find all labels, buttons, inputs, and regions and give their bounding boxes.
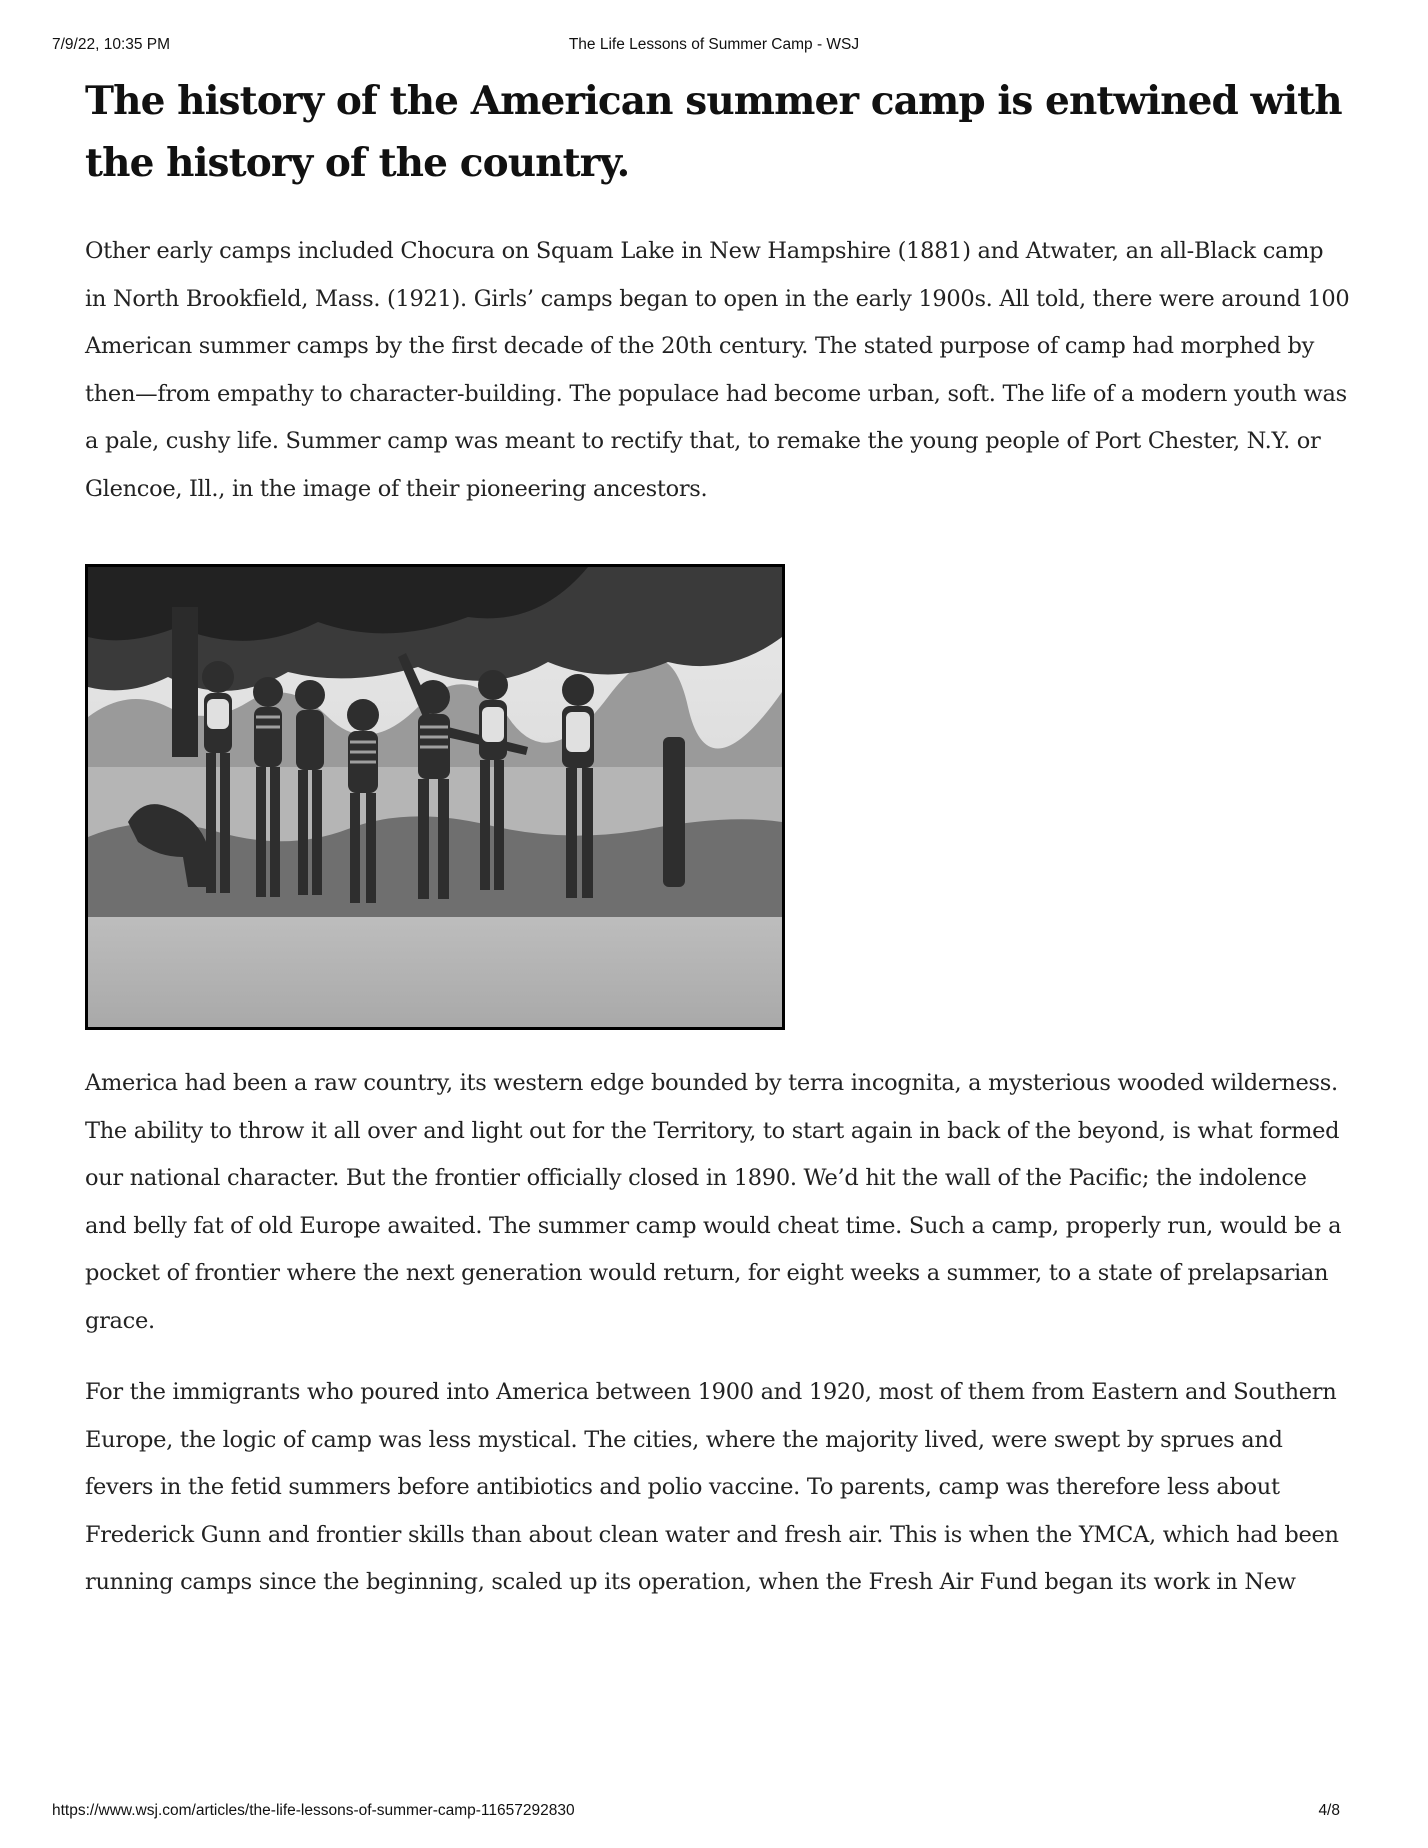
article-paragraph-3: For the immigrants who poured into America between 1900 and 1920, most of them from Eastern and Southern Europe, the logic of camp was less mystical. The cities, where the majority lived, were swept by sprues and fevers in the fetid summers before antibiotics and polio vaccine. To parents, camp was therefore less about Frederick Gunn and frontier skills than about clean water and fresh air. This is when the YMCA, which had been running camps since the beginning, scaled up its operation, when the Fresh Air Fund began its work in New	[85, 1379, 1339, 1595]
print-footer	[52, 1802, 1376, 1822]
print-url[interactable]: https://www.wsj.com/articles/the-life-lessons-of-summer-camp-11657292830	[52, 1802, 575, 1819]
print-header	[52, 36, 1376, 56]
article-paragraph-2: America had been a raw country, its western edge bounded by terra incognita, a mysterious wooded wilderness. The ability to throw it all over and light out for the Territory, to start again in back of the beyond, is what formed our national character. But the frontier officially closed in 1890. We’d hit the wall of the Pacific; the indolence and belly fat of old Europe awaited. The summer camp would cheat time. Such a camp, properly run, would be a pocket of frontier where the next generation would return, for eight weeks a summer, to a state of prelapsarian grace.	[85, 1070, 1342, 1334]
article-photo	[85, 564, 785, 1030]
group-of-boys-posing-photo	[88, 567, 782, 1027]
section-headline: The history of the American summer camp is entwined with the history of the country.	[85, 78, 1342, 186]
print-date: 7/9/22, 10:35 PM	[52, 36, 171, 53]
article-paragraph-1: Other early camps included Chocura on Squam Lake in New Hampshire (1881) and Atwater, an all-Black camp in North Brookfield, Mass. (1921). Girls’ camps began to open in the early 1900s. All told, there were around 100 American summer camps by the first decade of the 20th century. The stated purpose of camp had morphed by then—from empathy to character-building. The populace had become urban, soft. The life of a modern youth was a pale, cushy life. Summer camp was meant to rectify that, to remake the young people of Port Chester, N.Y. or Glencoe, Ill., in the image of their pioneering ancestors.	[85, 238, 1350, 502]
page-number: 4/8	[1318, 1802, 1340, 1819]
article-body	[85, 70, 1350, 1607]
print-page-title: The Life Lessons of Summer Camp - WSJ	[568, 36, 860, 53]
